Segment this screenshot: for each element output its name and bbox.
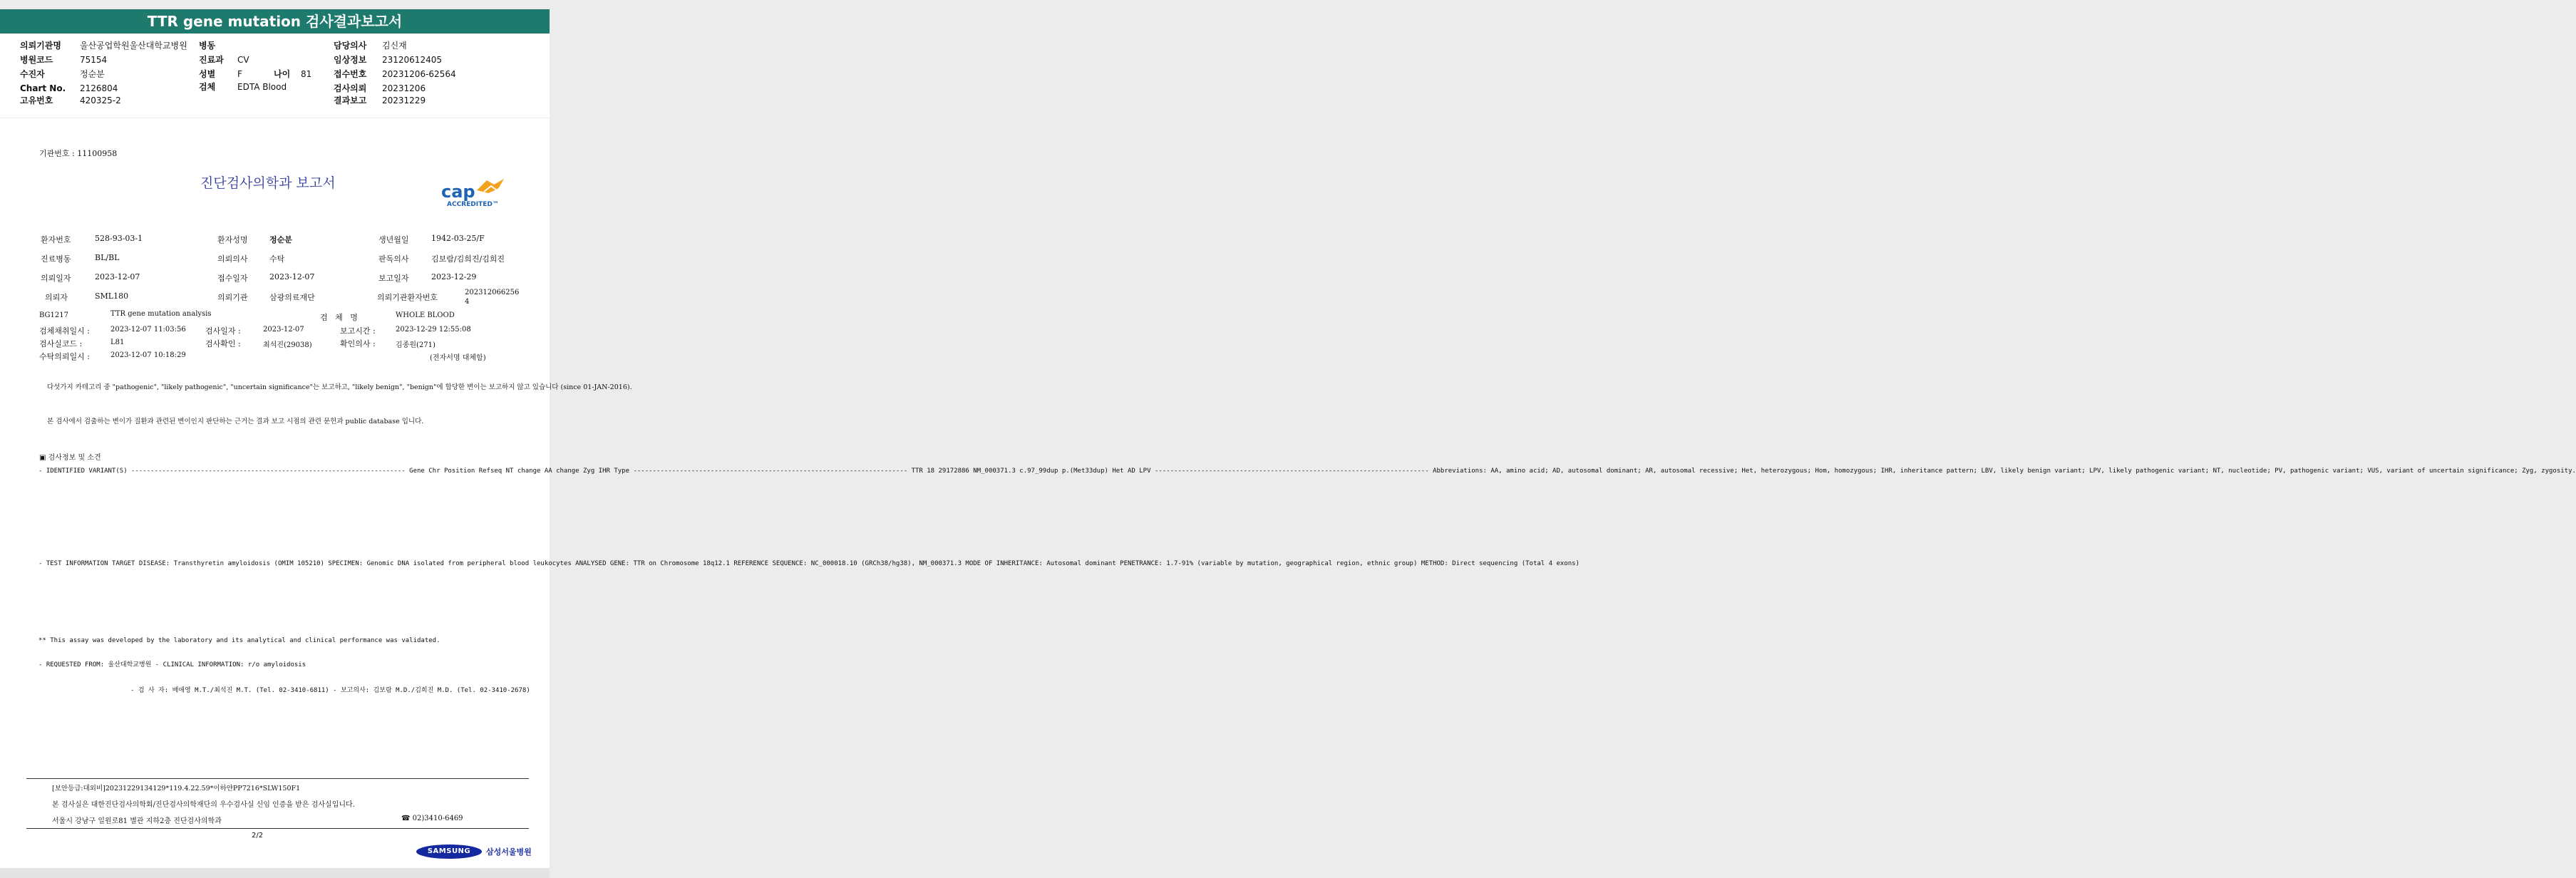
report-title-bar (0, 9, 550, 33)
info-value-1-1: 2023-12-07 11:03:56 (110, 326, 186, 334)
doctor-label: 담당의사 (334, 41, 367, 51)
pt-value-4-3: 202312066256 4 (465, 289, 520, 306)
pt-value-1-2: 정순분 (269, 235, 292, 244)
age-value: 81 (301, 69, 312, 79)
footer-phone: ☎ 02)3410-6469 (401, 815, 463, 822)
chart-label: Chart No. (20, 83, 66, 93)
pt-label-1-1: 환자번호 (41, 235, 71, 244)
pt-label-2-1: 진료병동 (41, 254, 71, 264)
notice-categories: 다섯가지 카테고리 중 "pathogenic", "likely pathogenic", "uncertain significance"는 보고하고, "likely benign", "benign"에 합당한 변이는 보고하지 않고 있습니다 (since 01-JAN-2016). (47, 383, 632, 391)
dept-label: 진료과 (199, 55, 224, 65)
specimen-label: 검체 (199, 82, 216, 92)
pt-label-3-3: 보고일자 (378, 274, 409, 283)
e-signature-note: (전자서명 대체함) (430, 354, 486, 362)
report-sheet (0, 118, 2576, 868)
institution-number: 기관번호 : 11100958 (39, 149, 118, 158)
receipt-value: 20231206-62564 (382, 69, 456, 79)
footer-rule-top (26, 778, 529, 779)
report-title: TTR gene mutation 검사결과보고서 (147, 13, 403, 30)
report-heading: 진단검사의학과 보고서 (200, 175, 336, 191)
footer-rule-bottom (26, 828, 529, 829)
info-value-2-2: 최석진(29038) (263, 341, 312, 349)
viewer-bottom-margin (0, 868, 550, 878)
test-information: - TEST INFORMATION TARGET DISEASE: Transthyretin amyloidosis (OMIM 105210) SPECIMEN: Genomic DNA isolated from peripheral blood leukocytes ANALYSED GENE: TTR on Chromosome 18q12.1 REFERENCE SEQUENCE: NC_000018.10 (GRCh38/hg38), NM_000371.3 MODE OF INHERITANCE: Autosomal dominant PENETRANCE: 1.7-91% (variable by mutation, geographical region, ethnic group) METHOD: Direct sequencing (Total 4 exons) (38, 560, 1580, 567)
clinical-label: 임상정보 (334, 55, 367, 65)
hospital-label: 의뢰기관명 (20, 41, 61, 51)
info-label-1-2: 검사일자 : (205, 326, 241, 336)
age-label: 나이 (274, 69, 291, 79)
footer-certification: 본 검사실은 대한진단검사의학회/진단검사의학재단의 우수검사실 신임 인증을 받은 검사실입니다. (52, 801, 355, 809)
doctor-value: 김신재 (382, 41, 407, 51)
cap-accredited-text: ACCREDITED™ (447, 201, 499, 208)
specimen-value: EDTA Blood (237, 82, 287, 92)
samsung-oval-logo: SAMSUNG (416, 845, 482, 859)
info-label-1-1: 검체채취일시 : (39, 326, 90, 336)
cap-logo-icon (440, 177, 511, 210)
specimen-name-label: 검 체 명 (320, 313, 358, 322)
pt-label-4-1: 의뢰자 (45, 293, 68, 302)
notice-basis: 본 검사에서 검출하는 변이가 질환과 관련된 변이인지 판단하는 근거는 결과 보고 시점의 관련 문헌과 public database 입니다. (47, 418, 424, 425)
staff-info: - 검 사 자: 배애영 M.T./최석진 M.T. (Tel. 02-3410-6811) - 보고의사: 김보람 M.D./김희진 M.D. (Tel. 02-3410-2678) (130, 687, 530, 694)
info-label-2-1: 검사실코드 : (39, 339, 83, 348)
pt-value-2-2: 수탁 (269, 254, 285, 264)
pt-value-3-2: 2023-12-07 (269, 272, 315, 282)
receipt-label: 접수번호 (334, 69, 367, 79)
test-name: TTR gene mutation analysis (110, 310, 212, 318)
sex-label: 성별 (199, 69, 216, 79)
sex-value: F (237, 69, 242, 79)
assay-note: ** This assay was developed by the laboratory and its analytical and clinical performance was validated. (38, 637, 441, 644)
pt-value-1-3: 1942-03-25/F (431, 234, 485, 243)
dept-value: CV (237, 55, 249, 65)
pt-label-4-2: 의뢰기관 (217, 293, 248, 302)
identified-variants: - IDENTIFIED VARIANT(S) ----------------------------------------------------------------------- Gene Chr Position Refseq NT change AA change Zyg IHR Type ----------------------------------------------------------------------- TTR 18 29172886 NM_000371.3 c.97_99dup p.(Met33dup) Het AD LPV ----------------------------------------------------------------------- Abbreviations: AA, amino acid; AD, autosomal dominant; AR, autosomal recessive; Het, heterozygous; Hom, homozygous; IHR, inheritance pattern; LBV, likely benign variant; LPV, likely pathogenic variant; NT, nucleotide; PV, pathogenic variant; VUS, variant of uncertain significance; Zyg, zygosity. (38, 468, 2576, 475)
info-label-3-1: 수탁의뢰일시 : (39, 352, 90, 361)
specimen-name: WHOLE BLOOD (396, 311, 455, 319)
hospital-code-label: 병원코드 (20, 55, 53, 65)
section-title: ▣ 검사정보 및 소견 (39, 454, 101, 462)
pt-label-2-3: 판독의사 (378, 254, 409, 264)
pt-label-3-1: 의뢰일자 (41, 274, 71, 283)
unique-label: 고유번호 (20, 95, 53, 105)
test-code: BG1217 (39, 311, 68, 319)
requested-from: - REQUESTED FROM: 울산대학교병원 - CLINICAL INFORMATION: r/o amyloidosis (38, 661, 306, 668)
pt-label-3-2: 접수일자 (217, 274, 248, 283)
request-label: 검사의뢰 (334, 83, 367, 93)
footer-address: 서울시 강남구 일원로81 별관 지하2층 진단검사의학과 (52, 817, 222, 825)
ward-label: 병동 (199, 41, 216, 51)
info-value-1-2: 2023-12-07 (263, 326, 304, 334)
unique-value: 420325-2 (80, 95, 121, 105)
pt-value-1-1: 528-93-03-1 (95, 234, 143, 243)
info-label-2-3: 확인의사 : (340, 339, 376, 348)
report-date-value: 20231229 (382, 95, 426, 105)
info-label-1-3: 보고시간 : (340, 326, 376, 336)
info-value-2-1: L81 (110, 339, 125, 346)
patient-label: 수진자 (20, 69, 45, 79)
request-value: 20231206 (382, 83, 426, 93)
report-date-label: 결과보고 (334, 95, 367, 105)
info-value-1-3: 2023-12-29 12:55:08 (396, 326, 471, 334)
hospital-value: 울산공업학원울산대학교병원 (80, 41, 187, 51)
pt-label-4-3: 의뢰기관환자번호 (377, 293, 438, 302)
pt-value-3-1: 2023-12-07 (95, 272, 140, 282)
chart-value: 2126804 (80, 83, 118, 93)
cap-logo-text: cap (441, 182, 475, 202)
clinical-value: 23120612405 (382, 55, 442, 65)
pt-value-3-3: 2023-12-29 (431, 272, 477, 282)
pt-value-2-3: 김보람/김희진/김희진 (431, 254, 505, 264)
info-label-2-2: 검사확인 : (205, 339, 241, 348)
pt-label-1-3: 생년월일 (378, 235, 409, 244)
pt-label-1-2: 환자성명 (217, 235, 248, 244)
pt-value-4-1: SML180 (95, 291, 129, 301)
info-value-2-3: 김종원(271) (396, 341, 436, 349)
header-info (0, 33, 550, 118)
footer-security: [보안등급:대외비]20231229134129*119.4.22.59*이하얀PP7216*SLW150F1 (52, 785, 301, 792)
pt-value-4-2: 삼광의료재단 (269, 293, 315, 302)
samsung-hospital-name: 삼성서울병원 (486, 847, 532, 857)
pt-label-2-2: 의뢰의사 (217, 254, 248, 264)
page-number: 2/2 (252, 832, 264, 840)
pt-value-2-1: BL/BL (95, 253, 120, 262)
info-value-3-1: 2023-12-07 10:18:29 (110, 351, 186, 359)
hospital-code-value: 75154 (80, 55, 108, 65)
patient-value: 정순분 (80, 69, 105, 79)
cap-accredited-logo (440, 177, 511, 210)
